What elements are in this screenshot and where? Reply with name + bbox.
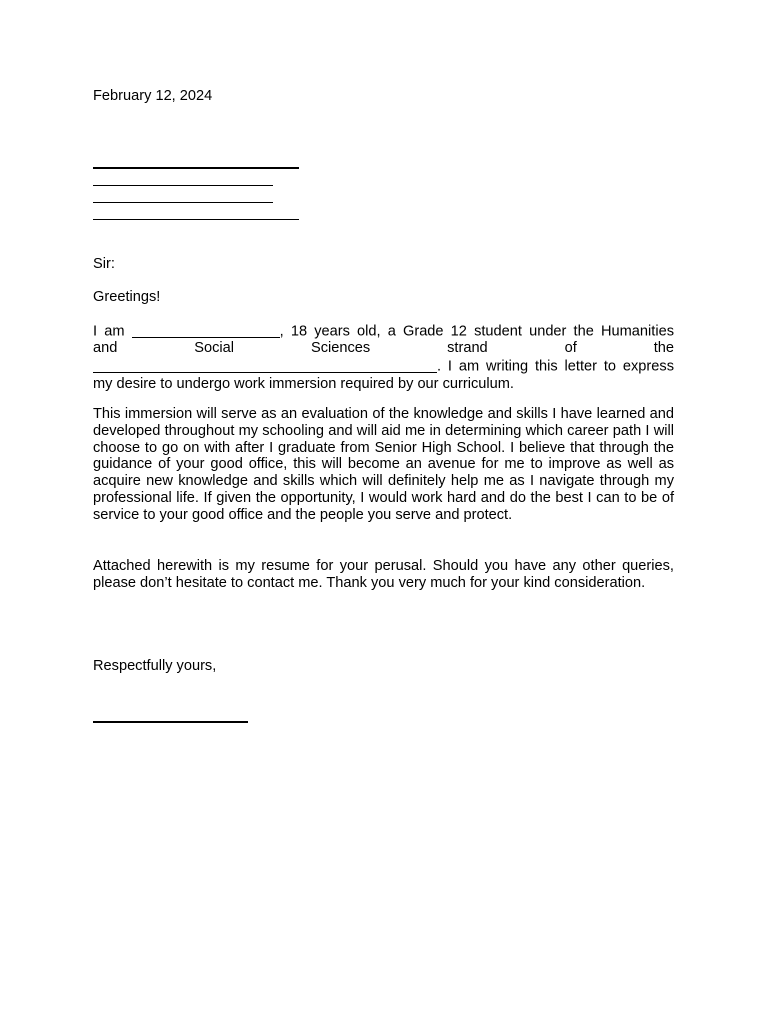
intro-line-3 <box>93 357 674 375</box>
recipient-position-line <box>93 185 273 186</box>
paragraph-resume: Attached herewith is my resume for your perusal. Should you have any other queries, please don’t hesitate to contact me. Thank you very much for your kind consideration. <box>93 558 674 591</box>
intro-line-1-start: I am <box>93 323 132 340</box>
recipient-office-line <box>93 202 273 203</box>
paragraph-intro <box>93 322 674 392</box>
school-name-blank <box>93 357 437 373</box>
signature-line <box>93 721 248 723</box>
recipient-name-line <box>93 167 299 169</box>
greeting: Greetings! <box>93 289 161 305</box>
intro-line-1-rest: , 18 years old, a Grade 12 student under the Humanities <box>279 323 674 340</box>
paragraph-purpose: This immersion will serve as an evaluation of the knowledge and skills I have learned and developed throughout my schooling and will aid me in determining which career path I will choose to go on with after I graduate from Senior High School. I believe that through the guidance of your good office, this will become an avenue for me to improve as well as acquire new knowledge and skills which will definitely help me as I navigate through my professional life. If given the opportunity, I would work hard and do the best I can to be of service to your good office and the people you serve and protect. <box>93 406 674 523</box>
closing: Respectfully yours, <box>93 658 217 674</box>
student-name-blank <box>132 322 280 338</box>
intro-line-2: and Social Sciences strand of the <box>93 340 674 357</box>
recipient-address-line <box>93 219 299 220</box>
letter-date: February 12, 2024 <box>93 88 213 104</box>
intro-line-3-rest: . I am writing this letter to express <box>437 358 674 375</box>
intro-line-4: my desire to undergo work immersion required by our curriculum. <box>93 375 514 392</box>
intro-line-1 <box>93 322 674 340</box>
salutation: Sir: <box>93 256 115 272</box>
